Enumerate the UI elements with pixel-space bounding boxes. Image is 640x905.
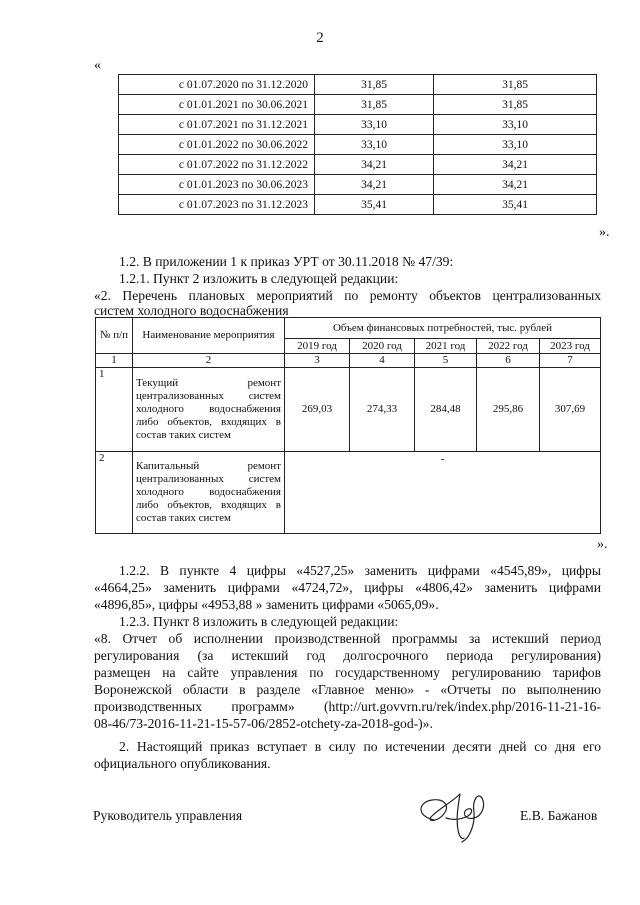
list-title-line-1: «2. Перечень плановых мероприятий по ремонту объектов централизованных — [94, 288, 601, 303]
row-num: 2 — [96, 452, 133, 534]
paragraph-1-2-2-line-2: «4664,25» заменить цифрами «4724,72», цифры «4806,42» заменить цифрами — [94, 580, 601, 595]
header-year: 2021 год — [415, 339, 477, 354]
header-year: 2020 год — [350, 339, 415, 354]
paragraph-8-line-6: 08-46/73-2016-11-21-15-57-06/2852-otchety-za-2018-god-)». — [94, 716, 433, 731]
paragraph-8-line-2: регулирования (за истекший год долгосрочного периода регулирования) — [94, 648, 601, 663]
period-cell: с 01.01.2023 по 30.06.2023 — [119, 175, 315, 195]
index-cell: 1 — [96, 354, 133, 368]
period-cell: с 01.07.2021 по 31.12.2021 — [119, 115, 315, 135]
paragraph-8-line-1: «8. Отчет об исполнении производственной программы за истекший период — [94, 631, 601, 646]
header-name: Наименование мероприятия — [133, 318, 285, 354]
index-cell: 2 — [133, 354, 285, 368]
paragraph-2-line-1: 2. Настоящий приказ вступает в силу по истечении десяти дней со дня его — [119, 739, 601, 754]
paragraph-8-line-5: производственных программ» (http://urt.govvrn.ru/rek/index.php/2016-11-21-16- — [94, 699, 601, 714]
value-cell: 34,21 — [315, 175, 434, 195]
plan-table — [95, 317, 601, 534]
value-cell: 31,85 — [434, 95, 597, 115]
period-cell: с 01.01.2022 по 30.06.2022 — [119, 135, 315, 155]
paragraph-8-line-3: размещен на сайте управления по государственному регулированию тарифов — [94, 665, 601, 680]
handwritten-signature — [412, 780, 497, 844]
paragraph-1-2-1: 1.2.1. Пункт 2 изложить в следующей редакции: — [119, 271, 399, 286]
page-number: 2 — [316, 30, 324, 46]
paragraph-1-2-3: 1.2.3. Пункт 8 изложить в следующей редакции: — [119, 614, 399, 629]
value-cell: 33,10 — [315, 135, 434, 155]
list-title-line-2: систем холодного водоснабжения — [94, 303, 289, 318]
index-cell: 3 — [285, 354, 350, 368]
header-year: 2022 год — [477, 339, 540, 354]
row-value: 295,86 — [477, 368, 540, 452]
value-cell: 33,10 — [434, 115, 597, 135]
value-cell: 34,21 — [434, 175, 597, 195]
opening-quote: « — [94, 58, 101, 73]
row-name: Текущий ремонт централизованных систем холодного водоснабжения либо объектов, входящих в состав таких систем — [133, 368, 285, 452]
header-num: № п/п — [96, 318, 133, 354]
tariff-table — [118, 74, 597, 215]
value-cell: 35,41 — [315, 195, 434, 215]
table-row — [119, 95, 597, 115]
index-cell: 7 — [540, 354, 601, 368]
paragraph-1-2: 1.2. В приложении 1 к приказ УРТ от 30.11.2018 № 47/39: — [119, 254, 454, 269]
paragraph-2-line-2: официального опубликования. — [94, 756, 271, 771]
table-row — [119, 75, 597, 95]
row-value: 284,48 — [415, 368, 477, 452]
signer-name: Е.В. Бажанов — [520, 808, 598, 823]
table-row — [119, 115, 597, 135]
value-cell: 34,21 — [434, 155, 597, 175]
table-row — [96, 452, 601, 534]
row-num: 1 — [96, 368, 133, 452]
period-cell: с 01.07.2022 по 31.12.2022 — [119, 155, 315, 175]
value-cell: 34,21 — [315, 155, 434, 175]
header-year: 2019 год — [285, 339, 350, 354]
row-value: 269,03 — [285, 368, 350, 452]
closing-quote-2: ». — [597, 537, 608, 552]
table-row — [119, 135, 597, 155]
row-name: Капитальный ремонт централизованных систем холодного водоснабжения либо объектов, входящих в состав таких систем — [133, 452, 285, 534]
value-cell: 33,10 — [434, 135, 597, 155]
closing-quote-1: ». — [599, 225, 610, 240]
paragraph-1-2-2-line-3: «4896,85», цифры «4953,88 » заменить цифрами «5065,09». — [94, 597, 439, 612]
period-cell: с 01.01.2021 по 30.06.2021 — [119, 95, 315, 115]
header-group: Объем финансовых потребностей, тыс. рублей — [285, 318, 601, 339]
index-cell: 6 — [477, 354, 540, 368]
row-value: 274,33 — [350, 368, 415, 452]
value-cell: 33,10 — [315, 115, 434, 135]
header-year: 2023 год — [540, 339, 601, 354]
paragraph-8-line-4: Воронежской области в разделе «Главное меню» - «Отчеты по выполнению — [94, 682, 601, 697]
row-dash: - — [285, 452, 601, 534]
table-row — [119, 155, 597, 175]
table-row — [96, 368, 601, 452]
row-value: 307,69 — [540, 368, 601, 452]
index-cell: 4 — [350, 354, 415, 368]
value-cell: 35,41 — [434, 195, 597, 215]
index-cell: 5 — [415, 354, 477, 368]
value-cell: 31,85 — [315, 75, 434, 95]
value-cell: 31,85 — [315, 95, 434, 115]
table-row — [119, 175, 597, 195]
value-cell: 31,85 — [434, 75, 597, 95]
period-cell: с 01.07.2023 по 31.12.2023 — [119, 195, 315, 215]
paragraph-1-2-2-line-1: 1.2.2. В пункте 4 цифры «4527,25» заменить цифрами «4545,89», цифры — [119, 563, 601, 578]
period-cell: с 01.07.2020 по 31.12.2020 — [119, 75, 315, 95]
signer-title: Руководитель управления — [93, 808, 243, 823]
table-row — [119, 195, 597, 215]
